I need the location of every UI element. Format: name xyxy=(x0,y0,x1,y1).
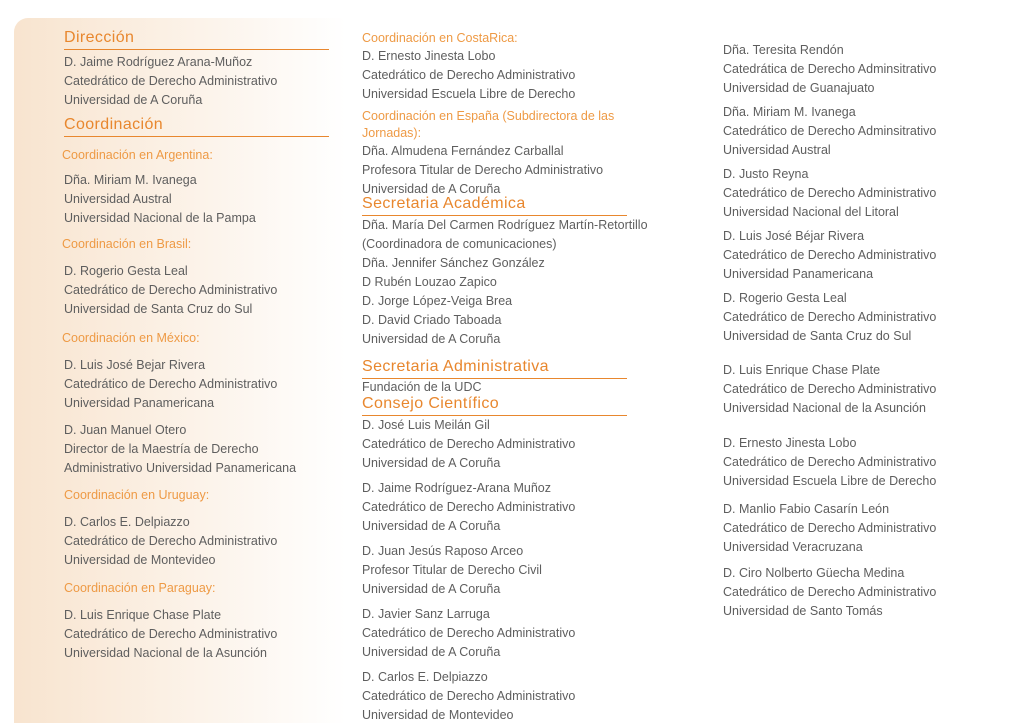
text-line: Universidad de Santa Cruz do Sul xyxy=(723,329,912,343)
text-line: D. Juan Jesús Raposo Arceo xyxy=(362,544,524,558)
text-line: D. Carlos E. Delpiazzo xyxy=(64,515,190,529)
text-line: D. Luis José Béjar Rivera xyxy=(723,229,865,243)
text-line: Universidad de A Coruña xyxy=(64,93,203,107)
text-line: Catedrático de Derecho Administrativo xyxy=(723,382,937,396)
text-line: Dña. Almudena Fernández Carballal xyxy=(362,144,564,158)
text-line: D. Rogerio Gesta Leal xyxy=(723,291,847,305)
paraguay-lines xyxy=(64,606,334,663)
text-line: Universidad de Santo Tomás xyxy=(723,604,883,618)
costarica-heading: Coordinación en CostaRica: xyxy=(362,31,518,45)
text-line: Universidad Austral xyxy=(723,143,831,157)
text-line: D. Jaime Rodríguez Arana-Muñoz xyxy=(64,55,253,69)
consejo-heading: Consejo Científico xyxy=(362,394,627,416)
text-line: Universidad de A Coruña xyxy=(362,182,501,196)
consejo-member-c7 xyxy=(723,434,1013,491)
academica-heading: Secretaria Académica xyxy=(362,194,627,216)
academica-lines xyxy=(362,216,662,349)
text-line: Director de la Maestría de Derecho xyxy=(64,442,259,456)
text-line: D. Javier Sanz Larruga xyxy=(362,607,490,621)
consejo-member-5 xyxy=(362,668,662,725)
coordinacion-section xyxy=(64,115,334,137)
espana-heading: Coordinación en España (Subdirectora de las Jornadas): xyxy=(362,109,615,140)
text-line: Universidad de A Coruña xyxy=(362,332,501,346)
text-line: D. Jorge López-Veiga Brea xyxy=(362,294,513,308)
text-line: Catedrático de Derecho Administrativo xyxy=(723,186,937,200)
text-line: Catedrático de Derecho Administrativo xyxy=(64,377,278,391)
text-line: Administrativo Universidad Panamericana xyxy=(64,461,297,475)
uruguay-lines xyxy=(64,513,334,570)
text-line: Fundación de la UDC xyxy=(362,380,482,394)
text-line: Catedrático de Derecho Administrativo xyxy=(362,500,576,514)
brasil-lines xyxy=(64,262,334,319)
brasil-section xyxy=(62,236,334,319)
text-line: Universidad Escuela Libre de Derecho xyxy=(362,87,576,101)
uruguay-heading: Coordinación en Uruguay: xyxy=(64,488,210,502)
text-line: Universidad Escuela Libre de Derecho xyxy=(723,474,937,488)
consejo-member-c2 xyxy=(723,103,1013,160)
text-line: Universidad de Montevideo xyxy=(362,708,514,722)
direccion-lines xyxy=(64,53,334,110)
direccion-section xyxy=(64,28,334,110)
espana-lines xyxy=(362,142,662,199)
text-line: Universidad Nacional de la Asunción xyxy=(723,401,926,415)
text-line: D. Luis Enrique Chase Plate xyxy=(723,363,881,377)
text-line: Universidad de A Coruña xyxy=(362,645,501,659)
consejo-member-c3 xyxy=(723,165,1013,222)
text-line: D. Luis José Bejar Rivera xyxy=(64,358,206,372)
costarica-section xyxy=(362,30,662,104)
text-line: (Coordinadora de comunicaciones) xyxy=(362,237,557,251)
text-line: Universidad Nacional de la Asunción xyxy=(64,646,267,660)
consejo-member-1 xyxy=(362,416,662,473)
mexico-section xyxy=(62,330,334,478)
text-line: Catedrático de Derecho Administrativo xyxy=(64,74,278,88)
text-line: D. José Luis Meilán Gil xyxy=(362,418,490,432)
text-line: Catedrático de Derecho Administrativo xyxy=(723,521,937,535)
text-line: Catedrático de Derecho Administrativo xyxy=(362,689,576,703)
text-line: Catedrático de Derecho Administrativo xyxy=(64,627,278,641)
text-line: D. Manlio Fabio Casarín León xyxy=(723,502,890,516)
text-line: Catedrático de Derecho Administrativo xyxy=(64,534,278,548)
text-line: Catedrático de Derecho Administrativo xyxy=(723,248,937,262)
text-line: Dña. Teresita Rendón xyxy=(723,43,844,57)
consejo-member-4 xyxy=(362,605,662,662)
text-line: D. Ernesto Jinesta Lobo xyxy=(362,49,496,63)
consejo-member-c6 xyxy=(723,361,1013,418)
consejo-member-c4 xyxy=(723,227,1013,284)
text-line: Catedrático de Derecho Administrativo xyxy=(362,68,576,82)
consejo-member-c5 xyxy=(723,289,1013,346)
text-line: D Rubén Louzao Zapico xyxy=(362,275,497,289)
argentina-lines xyxy=(64,171,334,228)
text-line: D. Rogerio Gesta Leal xyxy=(64,264,188,278)
text-line: D. Jaime Rodríguez-Arana Muñoz xyxy=(362,481,551,495)
text-line: Dña. Miriam M. Ivanega xyxy=(723,105,856,119)
costarica-lines xyxy=(362,47,662,104)
text-line: D. Luis Enrique Chase Plate xyxy=(64,608,222,622)
text-line: D. Justo Reyna xyxy=(723,167,809,181)
consejo-member-c1 xyxy=(723,41,1013,98)
consejo-section xyxy=(362,394,662,725)
text-line: Universidad de A Coruña xyxy=(362,582,501,596)
administrativa-heading: Secretaria Administrativa xyxy=(362,357,627,379)
text-line: Dña. Miriam M. Ivanega xyxy=(64,173,197,187)
text-line: Universidad de Montevideo xyxy=(64,553,216,567)
espana-section xyxy=(362,108,662,199)
text-line: Dña. Jennifer Sánchez González xyxy=(362,256,545,270)
text-line: Catedrático de Derecho Administrativo xyxy=(723,310,937,324)
text-line: Universidad Nacional del Litoral xyxy=(723,205,899,219)
text-line: D. David Criado Taboada xyxy=(362,313,502,327)
consejo-member-c8 xyxy=(723,500,1013,557)
text-line: Universidad de Santa Cruz do Sul xyxy=(64,302,253,316)
text-line: Universidad de Guanajuato xyxy=(723,81,875,95)
text-line: D. Carlos E. Delpiazzo xyxy=(362,670,488,684)
paraguay-heading: Coordinación en Paraguay: xyxy=(64,581,216,595)
text-line: Catedrático de Derecho Administrativo xyxy=(362,437,576,451)
text-line: Catedrático de Derecho Administrativo xyxy=(723,585,937,599)
consejo-member-c9 xyxy=(723,564,1013,621)
text-line: Universidad Veracruzana xyxy=(723,540,863,554)
text-line: Universidad de A Coruña xyxy=(362,456,501,470)
text-line: Catedrático de Derecho Administrativo xyxy=(723,455,937,469)
academica-section xyxy=(362,194,662,349)
administrativa-section xyxy=(362,357,662,397)
mexico-lines-2 xyxy=(64,421,334,478)
paraguay-section xyxy=(64,580,334,663)
consejo-member-3 xyxy=(362,542,662,599)
text-line: Universidad de A Coruña xyxy=(362,519,501,533)
mexico-lines xyxy=(64,356,334,413)
text-line: Universidad Panamericana xyxy=(64,396,215,410)
text-line: Catedrática de Derecho Adminsitrativo xyxy=(723,62,937,76)
text-line: Catedrático de Derecho Administrativo xyxy=(64,283,278,297)
direccion-heading: Dirección xyxy=(64,28,329,50)
text-line: Profesora Titular de Derecho Administrativo xyxy=(362,163,604,177)
text-line: D. Juan Manuel Otero xyxy=(64,423,187,437)
mexico-heading: Coordinación en México: xyxy=(62,331,200,345)
uruguay-section xyxy=(64,487,334,570)
text-line: Catedrático de Derecho Administrativo xyxy=(362,626,576,640)
text-line: Catedrático de Derecho Adminsitrativo xyxy=(723,124,937,138)
text-line: D. Ciro Nolberto Güecha Medina xyxy=(723,566,905,580)
argentina-section xyxy=(62,147,334,228)
consejo-member-2 xyxy=(362,479,662,536)
coordinacion-heading: Coordinación xyxy=(64,115,329,137)
argentina-heading: Coordinación en Argentina: xyxy=(62,148,213,162)
text-line: D. Ernesto Jinesta Lobo xyxy=(723,436,857,450)
brasil-heading: Coordinación en Brasil: xyxy=(62,237,192,251)
text-line: Dña. María Del Carmen Rodríguez Martín-Retortillo xyxy=(362,218,648,232)
text-line: Universidad Panamericana xyxy=(723,267,874,281)
text-line: Universidad Austral xyxy=(64,192,172,206)
text-line: Universidad Nacional de la Pampa xyxy=(64,211,256,225)
text-line: Profesor Titular de Derecho Civil xyxy=(362,563,542,577)
